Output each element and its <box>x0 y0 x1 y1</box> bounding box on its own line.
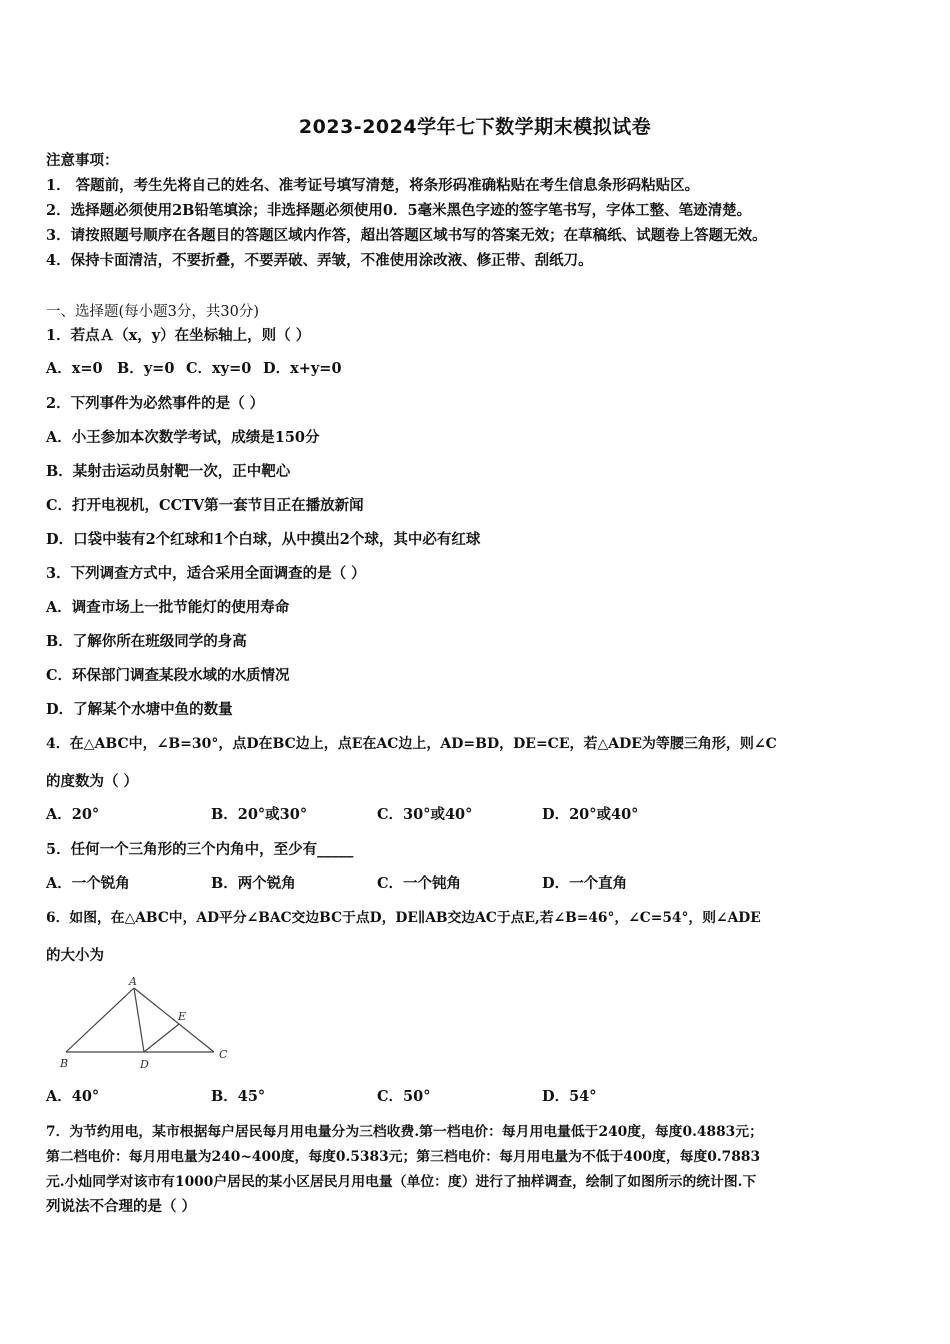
q3-option-c: C．环保部门调查某段水域的水质情况 <box>46 667 290 684</box>
q5-option-d: D．一个直角 <box>542 875 628 892</box>
segment-de <box>144 1024 179 1052</box>
label-d: D <box>140 1058 149 1071</box>
question-6-stem: 6．如图，在△ABC中，AD平分∠BAC交边BC于点D，DE∥AB交边AC于点E,若∠B=46°，∠C=54°，则∠ADE <box>46 910 761 926</box>
section-heading: 一、选择题(每小题3分，共30分) <box>46 304 259 320</box>
question-4-stem: 4．在△ABC中，∠B=30°，点D在BC边上，点E在AC边上，AD=BD，DE=CE，若△ADE为等腰三角形，则∠C <box>46 736 777 752</box>
label-b: B <box>60 1057 69 1070</box>
q4-option-c: C．30°或40° <box>377 806 473 823</box>
q1-option-b: B．y=0 <box>117 360 175 377</box>
q5-option-b: B．两个锐角 <box>211 875 296 892</box>
q1-option-d: D．x+y=0 <box>263 360 342 377</box>
q4-option-d: D．20°或40° <box>542 806 639 823</box>
q2-option-b: B．某射击运动员射靶一次，正中靶心 <box>46 463 291 480</box>
q2-option-d: D．口袋中装有2个红球和1个白球，从中摸出2个球，其中必有红球 <box>46 531 481 548</box>
question-7-stem-cont: 元.小灿同学对该市有1000户居民的某小区居民月用电量（单位：度）进行了抽样调查，绘制了如图所示的统计图.下 <box>46 1174 757 1190</box>
q4-option-b: B．20°或30° <box>211 806 308 823</box>
question-4-stem-cont: 的度数为（ ） <box>46 773 139 790</box>
triangle-diagram <box>52 976 242 1076</box>
label-e: E <box>178 1010 187 1023</box>
question-5-stem: 5．任何一个三角形的三个内角中，至少有_____ <box>46 841 354 858</box>
question-7-stem-cont: 第二档电价：每月用电量为240~400度，每度0.5383元；第三档电价：每月用电量为不低于400度，每度0.7883 <box>46 1149 761 1165</box>
question-2-stem: 2．下列事件为必然事件的是（ ） <box>46 395 265 412</box>
question-6-stem-cont: 的大小为 <box>46 947 104 964</box>
question-7-stem: 7．为节约用电，某市根据每户居民每月用电量分为三档收费.第一档电价：每月用电量低于240度，每度0.4883元； <box>46 1124 763 1140</box>
q3-option-b: B．了解你所在班级同学的身高 <box>46 633 247 650</box>
side-ac <box>134 988 214 1052</box>
label-c: C <box>219 1048 228 1061</box>
q3-option-a: A．调查市场上一批节能灯的使用寿命 <box>46 599 290 616</box>
segment-ad <box>134 988 144 1052</box>
q6-option-b: B．45° <box>211 1088 266 1105</box>
notice-item: 2．选择题必须使用2B铅笔填涂；非选择题必须使用0．5毫米黑色字迹的签字笔书写，字体工整、笔迹清楚。 <box>46 202 752 219</box>
question-3-stem: 3．下列调查方式中，适合采用全面调查的是（ ） <box>46 565 366 582</box>
label-a: A <box>129 976 137 988</box>
notice-item: 3．请按照题号顺序在各题目的答题区域内作答，超出答题区域书写的答案无效；在草稿纸、试题卷上答题无效。 <box>46 227 767 244</box>
q2-option-c: C．打开电视机，CCTV第一套节目正在播放新闻 <box>46 497 364 514</box>
question-7-stem-cont: 列说法不合理的是（ ） <box>46 1198 197 1215</box>
q1-option-c: C．xy=0 <box>186 360 252 377</box>
q1-option-a: A．x=0 <box>46 360 103 377</box>
q6-option-c: C．50° <box>377 1088 431 1105</box>
side-ab <box>66 988 134 1052</box>
q6-option-a: A．40° <box>46 1088 100 1105</box>
notice-item: 1． 答题前，考生先将自己的姓名、准考证号填写清楚，将条形码准确粘贴在考生信息条形码粘贴区。 <box>46 177 700 194</box>
triangle-figure <box>52 976 242 1076</box>
page-title: 2023-2024学年七下数学期末模拟试卷 <box>298 116 652 138</box>
notice-item: 4．保持卡面清洁，不要折叠，不要弄破、弄皱，不准使用涂改液、修正带、刮纸刀。 <box>46 252 593 269</box>
q3-option-d: D．了解某个水塘中鱼的数量 <box>46 701 233 718</box>
q5-option-a: A．一个锐角 <box>46 875 130 892</box>
q2-option-a: A．小王参加本次数学考试，成绩是150分 <box>46 429 320 446</box>
q6-option-d: D．54° <box>542 1088 597 1105</box>
q4-option-a: A．20° <box>46 806 100 823</box>
notice-heading: 注意事项： <box>46 152 119 169</box>
q5-option-c: C．一个钝角 <box>377 875 462 892</box>
question-1-stem: 1．若点Ａ（x，y）在坐标轴上，则（ ） <box>46 327 311 344</box>
